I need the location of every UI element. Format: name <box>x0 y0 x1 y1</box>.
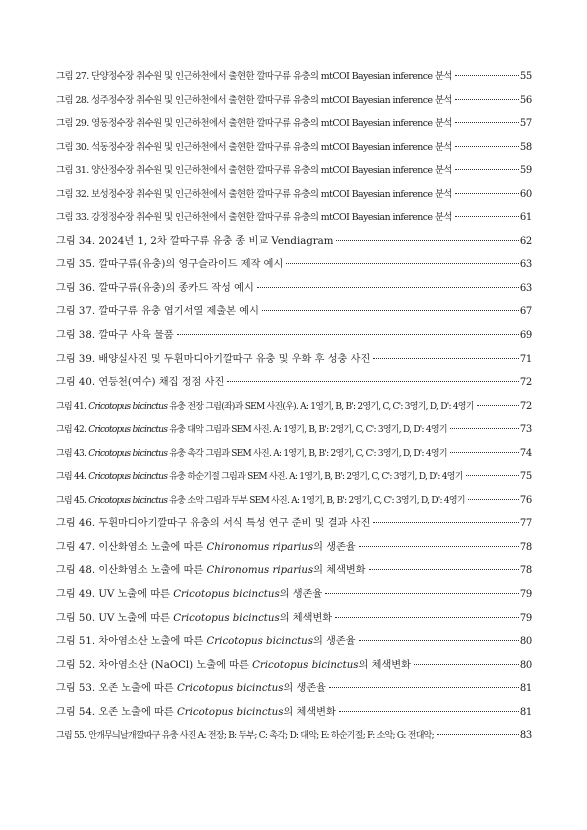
figure-number: 그림 47. <box>56 541 96 553</box>
dot-leader <box>455 193 519 194</box>
caption-text: 의 생존율 <box>279 589 323 601</box>
toc-entry-title <box>56 253 283 277</box>
page-number: 81 <box>519 683 532 695</box>
caption-text: 의 체색변화 <box>283 706 336 718</box>
caption-text: UV 노출에 따른 <box>98 612 174 624</box>
caption-text: 강정정수장 취수원 및 인근하천에서 출현한 깔따구류 유충의 mtCOI Bayesian inference 분석 <box>91 212 452 224</box>
dot-leader <box>227 381 519 382</box>
toc-entry-title <box>56 159 452 183</box>
toc-entry-title <box>56 230 333 254</box>
dot-leader <box>257 287 519 288</box>
toc-entry[interactable] <box>56 418 532 442</box>
figure-number: 그림 36. <box>56 282 96 294</box>
caption-text: 유충 하순기절 그림과 SEM 사진. A: 1영기, B, B': 2영기, C, C': 3영기, D, D': 4영기 <box>167 472 463 483</box>
toc-entry-title <box>56 112 452 136</box>
toc-entry[interactable] <box>56 630 532 654</box>
dot-leader <box>339 711 519 712</box>
species-name: Cricotopus bicinctus <box>206 636 313 648</box>
page-number: 73 <box>519 424 532 436</box>
toc-entry[interactable] <box>56 536 532 560</box>
toc-entry[interactable] <box>56 724 532 748</box>
figure-number: 그림 48. <box>56 565 96 577</box>
toc-entry[interactable] <box>56 559 532 583</box>
page-number: 59 <box>519 165 532 177</box>
dot-leader <box>262 310 519 311</box>
caption-text: 배양실사진 및 두휜마디아기깔따구 유충 및 우화 후 성충 사진 <box>98 353 371 365</box>
caption-text: 의 체색변화 <box>279 612 333 624</box>
page-number: 61 <box>519 212 532 224</box>
species-name: Cricotopus bicinctus <box>88 425 168 436</box>
figure-number: 그림 46. <box>56 518 96 530</box>
toc-entry-title <box>56 559 366 583</box>
dot-leader <box>455 169 519 170</box>
species-name: Cricotopus bicinctus <box>252 659 359 671</box>
toc-entry[interactable] <box>56 183 532 207</box>
toc-entry[interactable] <box>56 112 532 136</box>
toc-entry[interactable] <box>56 583 532 607</box>
dot-leader <box>455 146 519 147</box>
species-name: Cricotopus bicinctus <box>88 448 168 459</box>
caption-text: 깔따구류(유충)의 종카드 작성 예시 <box>98 282 254 294</box>
figure-number: 그림 34. <box>56 235 96 247</box>
caption-text: 차아염소산 노출에 따른 <box>98 636 207 648</box>
toc-entry[interactable] <box>56 677 532 701</box>
page-number: 63 <box>519 282 532 294</box>
figure-number: 그림 53. <box>56 683 96 695</box>
page-number: 58 <box>519 141 532 153</box>
dot-leader <box>286 263 519 264</box>
toc-entry[interactable] <box>56 159 532 183</box>
dot-leader <box>359 640 519 641</box>
dot-leader <box>335 617 519 618</box>
toc-entry-title <box>56 701 336 725</box>
page-number: 78 <box>519 541 532 553</box>
page-number: 80 <box>519 659 532 671</box>
dot-leader <box>329 687 519 688</box>
caption-text: 석동정수장 취수원 및 인근하천에서 출현한 깔따구류 유충의 mtCOI Bayesian inference 분석 <box>91 141 452 153</box>
figure-number: 그림 50. <box>56 612 96 624</box>
caption-text: 영동정수장 취수원 및 인근하천에서 출현한 깔따구류 유충의 mtCOI Bayesian inference 분석 <box>91 118 452 130</box>
dot-leader <box>455 75 519 76</box>
figure-number: 그림 44. <box>56 472 87 483</box>
figure-number: 그림 32. <box>56 188 89 200</box>
species-name: Cricotopus bicinctus <box>173 612 280 624</box>
figure-number: 그림 45. <box>56 495 87 506</box>
caption-text: 유충 촉각 그림과 SEM 사진. A: 1영기, B, B': 2영기, C, C': 3영기, D, D': 4영기 <box>167 448 447 459</box>
toc-entry[interactable] <box>56 206 532 230</box>
caption-text: 의 생존율 <box>313 541 356 553</box>
dot-leader <box>466 475 519 476</box>
figure-index <box>56 65 532 748</box>
caption-text: 유충 대악 그림과 SEM 사진. A: 1영기, B, B': 2영기, C, C': 3영기, D, D': 4영기 <box>167 425 447 436</box>
figure-number: 그림 29. <box>56 118 89 130</box>
caption-text: 의 생존율 <box>312 636 356 648</box>
toc-entry[interactable] <box>56 512 532 536</box>
page-number: 60 <box>519 188 532 200</box>
caption-text: 연등천(여수) 채집 정점 사진 <box>98 377 225 389</box>
figure-number: 그림 55. <box>56 731 87 742</box>
figure-number: 그림 41. <box>56 401 87 412</box>
toc-entry-title <box>56 136 452 160</box>
page-number: 71 <box>519 353 532 365</box>
figure-number: 그림 43. <box>56 448 87 459</box>
toc-entry[interactable] <box>56 89 532 113</box>
toc-entry-title <box>56 371 224 395</box>
dot-leader <box>336 240 518 241</box>
caption-text: 유충 소악 그림과 두부 SEM 사진. A: 1영기, B, B': 2영기, C, C': 3영기, D, D': 4영기 <box>167 495 465 506</box>
toc-entry[interactable] <box>56 253 532 277</box>
figure-number: 그림 49. <box>56 589 96 601</box>
toc-entry[interactable] <box>56 300 532 324</box>
toc-entry-title <box>56 324 174 348</box>
caption-text: 의 체색변화 <box>358 659 411 671</box>
page-number: 57 <box>519 118 532 130</box>
toc-entry-title <box>56 725 434 749</box>
caption-text: 두휜마디아기깔따구 유충의 서식 특성 연구 준비 및 결과 사진 <box>98 518 371 530</box>
page-number: 79 <box>519 589 532 601</box>
figure-number: 그림 52. <box>56 659 96 671</box>
figure-number: 그림 35. <box>56 259 96 271</box>
toc-entry-title <box>56 536 356 560</box>
toc-entry[interactable] <box>56 230 532 254</box>
toc-entry[interactable] <box>56 442 532 466</box>
toc-entry[interactable] <box>56 654 532 678</box>
caption-text: 이산화염소 노출에 따른 <box>98 541 207 553</box>
species-name: Cricotopus bicinctus <box>88 472 168 483</box>
dot-leader <box>468 499 519 500</box>
page-number: 55 <box>519 71 532 82</box>
dot-leader <box>450 428 519 429</box>
toc-entry-title <box>56 490 465 514</box>
species-name: Chironomus riparius <box>206 565 314 577</box>
page-number: 74 <box>519 447 532 459</box>
toc-entry-title <box>56 65 452 89</box>
page-number: 79 <box>519 612 532 624</box>
dot-leader <box>450 452 519 453</box>
figure-number: 그림 54. <box>56 706 96 718</box>
dot-leader <box>455 216 519 217</box>
dot-leader <box>455 99 519 100</box>
toc-entry-title <box>56 396 474 420</box>
caption-text: 유충 전장 그림(좌)과 SEM 사진(우). A: 1영기, B, B': 2영기, C, C': 3영기, D, D': 4영기 <box>167 401 474 412</box>
page-number: 63 <box>519 259 532 271</box>
toc-entry-title <box>56 466 463 490</box>
toc-entry-title <box>56 277 254 301</box>
toc-entry[interactable] <box>56 136 532 160</box>
dot-leader <box>177 334 519 335</box>
toc-entry[interactable] <box>56 607 532 631</box>
page-number: 76 <box>519 494 532 506</box>
caption-text: 오존 노출에 따른 <box>98 706 177 718</box>
caption-text: 깔따구 사육 물품 <box>98 330 174 342</box>
page-number: 62 <box>519 235 532 247</box>
caption-text: 깔따구류(유충)의 영구슬라이드 제작 예시 <box>98 259 284 271</box>
figure-number: 그림 40. <box>56 377 96 389</box>
page-number: 81 <box>519 706 532 718</box>
toc-entry-title <box>56 348 370 372</box>
species-name: Chironomus riparius <box>206 541 314 553</box>
caption-text: 차아염소산 (NaOCl) 노출에 따른 <box>98 659 253 671</box>
toc-entry-title <box>56 206 452 230</box>
toc-entry-title <box>56 630 356 654</box>
figure-number: 그림 30. <box>56 141 89 153</box>
species-name: Cricotopus bicinctus <box>88 495 168 506</box>
toc-entry[interactable] <box>56 371 532 395</box>
figure-number: 그림 28. <box>56 94 89 106</box>
caption-text: UV 노출에 따른 <box>98 589 174 601</box>
toc-entry[interactable] <box>56 489 532 513</box>
figure-number: 그림 38. <box>56 330 96 342</box>
toc-entry[interactable] <box>56 395 532 419</box>
toc-entry[interactable] <box>56 277 532 301</box>
species-name: Cricotopus bicinctus <box>173 589 280 601</box>
species-name: Cricotopus bicinctus <box>88 401 168 412</box>
toc-entry-title <box>56 607 332 631</box>
page-number: 78 <box>519 565 532 577</box>
figure-number: 그림 42. <box>56 425 87 436</box>
species-name: Cricotopus bicinctus <box>176 683 284 695</box>
caption-text: 2024년 1, 2차 깔따구류 유충 종 비교 Vendiagram <box>98 235 334 247</box>
dot-leader <box>414 664 519 665</box>
dot-leader <box>477 405 519 406</box>
dot-leader <box>369 569 519 570</box>
toc-entry[interactable] <box>56 65 532 89</box>
dot-leader <box>437 734 519 735</box>
caption-text: 오존 노출에 따른 <box>98 683 177 695</box>
caption-text: 성주정수장 취수원 및 인근하천에서 출현한 깔따구류 유충의 mtCOI Bayesian inference 분석 <box>91 94 452 106</box>
dot-leader <box>359 546 519 547</box>
dot-leader <box>373 522 519 523</box>
caption-text: 단양정수장 취수원 및 인근하천에서 출현한 깔따구류 유충의 mtCOI Bayesian inference 분석 <box>91 71 452 82</box>
toc-entry[interactable] <box>56 324 532 348</box>
toc-entry-title <box>56 89 452 113</box>
caption-text: 양산정수장 취수원 및 인근하천에서 출현한 깔따구류 유충의 mtCOI Bayesian inference 분석 <box>91 165 452 177</box>
page-number: 77 <box>519 518 532 530</box>
figure-number: 그림 37. <box>56 306 96 318</box>
caption-text: 의 생존율 <box>283 683 327 695</box>
dot-leader <box>325 593 519 594</box>
toc-entry[interactable] <box>56 465 532 489</box>
page-number: 72 <box>519 377 532 389</box>
dot-leader <box>373 358 519 359</box>
toc-entry-title <box>56 183 452 207</box>
toc-entry[interactable] <box>56 701 532 725</box>
toc-entry-title <box>56 677 326 701</box>
toc-entry-title <box>56 654 411 678</box>
toc-entry-title <box>56 512 370 536</box>
page-number: 69 <box>519 330 532 342</box>
figure-number: 그림 31. <box>56 165 89 177</box>
species-name: Cricotopus bicinctus <box>176 706 284 718</box>
toc-entry-title <box>56 583 322 607</box>
figure-number: 그림 39. <box>56 353 96 365</box>
toc-entry[interactable] <box>56 348 532 372</box>
caption-text: 안개무늬날개깔따구 유충 사진 A: 전장; B: 두부; C: 촉각; D: 대악; E: 하순기절; F: 소악; G: 전대악; <box>88 731 434 742</box>
page-number: 83 <box>519 730 532 742</box>
page-number: 80 <box>519 636 532 648</box>
dot-leader <box>455 122 519 123</box>
page-number: 56 <box>519 94 532 106</box>
figure-number: 그림 51. <box>56 636 96 648</box>
toc-entry-title <box>56 443 447 467</box>
caption-text: 보성정수장 취수원 및 인근하천에서 출현한 깔따구류 유충의 mtCOI Bayesian inference 분석 <box>91 188 452 200</box>
caption-text: 의 체색변화 <box>313 565 366 577</box>
caption-text: 이산화염소 노출에 따른 <box>98 565 207 577</box>
caption-text: 깔따구류 유충 엽기서열 제출본 예시 <box>98 306 259 318</box>
page-number: 67 <box>519 306 532 318</box>
figure-number: 그림 27. <box>56 71 89 82</box>
toc-entry-title <box>56 300 259 324</box>
figure-number: 그림 33. <box>56 212 89 224</box>
page-number: 75 <box>519 471 532 483</box>
page-number: 72 <box>519 400 532 412</box>
toc-entry-title <box>56 419 447 443</box>
